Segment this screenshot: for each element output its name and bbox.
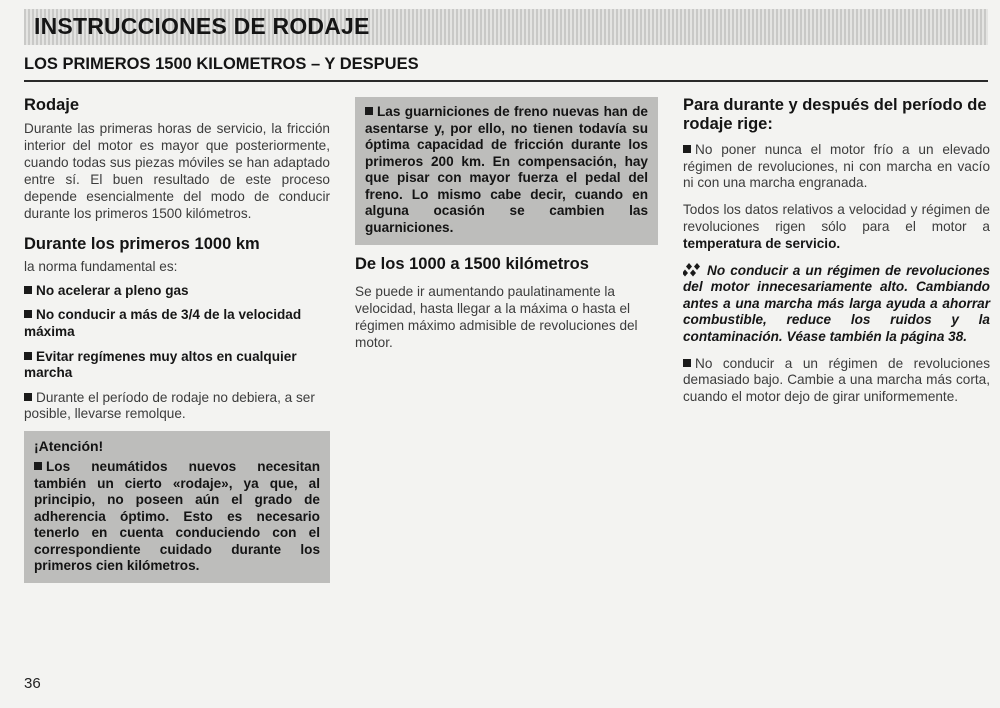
km1000-heading: Durante los primeros 1000 km [24,234,260,253]
page-number: 36 [24,675,41,692]
eco-note: No conducir a un régimen de revoluciones del motor innecesariamente alto. Cambiando antes a una marcha más larga ayuda a ahorrar combustible, reduce los ruidos y la contaminación. Véase también la página 38. [683,262,990,344]
page-title: INSTRUCCIONES DE RODAJE [34,13,370,39]
bullet-square-icon [34,462,42,470]
attention-text: Los neumátidos nuevos necesitan también un cierto «rodaje», ya que, al principio, no poseen aún el grado de adherencia óptimo. Esto es necesario tenerlo en cuenta conduciendo con el correspondiente cuidado durante los primeros cien kilómetros. [34,458,320,574]
list-item: No poner nunca el motor frío a un elevado régimen de revoluciones, ni con marcha en vacío ni con una marcha engranada. [683,141,990,191]
eco-diamonds-icon [683,263,703,277]
column-middle [355,97,658,360]
km1500-heading: De los 1000 a 1500 kilómetros [355,254,589,273]
attention-title: ¡Atención! [34,437,104,454]
bullet-square-icon [683,359,691,367]
norma-intro: la norma fundamental es: [24,258,178,274]
column-left [24,96,330,583]
km1500-text: Se puede ir aumentando paulatinamente la velocidad, hasta llegar a la máxima o hasta el régimen máximo admisible de revoluciones del motor. [355,283,638,350]
rodaje-text: Durante las primeras horas de servicio, la fricción interior del motor es mayor que posteriormente, cuando todas sus piezas móviles se han adaptado entre sí. El buen resultado de este proceso depende esencialmente del modo de conducir durante los primeros 1500 kilómetros. [24,120,330,221]
list-item-remolque: Durante el período de rodaje no debiera, a ser posible, llevarse remolque. [24,389,315,422]
brake-box: Las guarniciones de freno nuevas han de asentarse y, por ello, no tienen todavía su óptima capacidad de fricción durante los primeros 200 km. En compensación, hay que pisar con mayor fuerza el pedal del freno. Lo mismo cabe decir, cuando en alguna ocasión se cambien las guarniciones. [355,97,658,245]
bullet-square-icon [365,107,373,115]
list-item: No conducir a más de 3/4 de la velocidad máxima [24,307,302,339]
list-item: Evitar regímenes muy altos en cualquier marcha [24,348,297,381]
attention-box [24,431,330,583]
header-rule [24,80,988,82]
page-subtitle: LOS PRIMEROS 1500 KILOMETROS – Y DESPUES [24,55,419,73]
datos-text: Todos los datos relativos a velocidad y régimen de revoluciones rigen sólo para el motor a temperatura de servicio. [683,201,990,251]
column-right [683,96,990,413]
bullet-square-icon [24,393,32,401]
list-item: No acelerar a pleno gas [24,283,330,300]
after-rodaje-heading: Para durante y después del período de rodaje rige: [683,96,987,133]
bullet-square-icon [24,352,32,360]
list-item: No conducir a un régimen de revoluciones demasiado bajo. Cambie a una marcha más corta, cuando el motor dejo de girar uniformemente. [683,355,990,404]
bullet-square-icon [24,286,32,294]
bullet-square-icon [24,310,32,318]
bullet-square-icon [683,145,691,153]
rodaje-heading: Rodaje [24,96,80,114]
